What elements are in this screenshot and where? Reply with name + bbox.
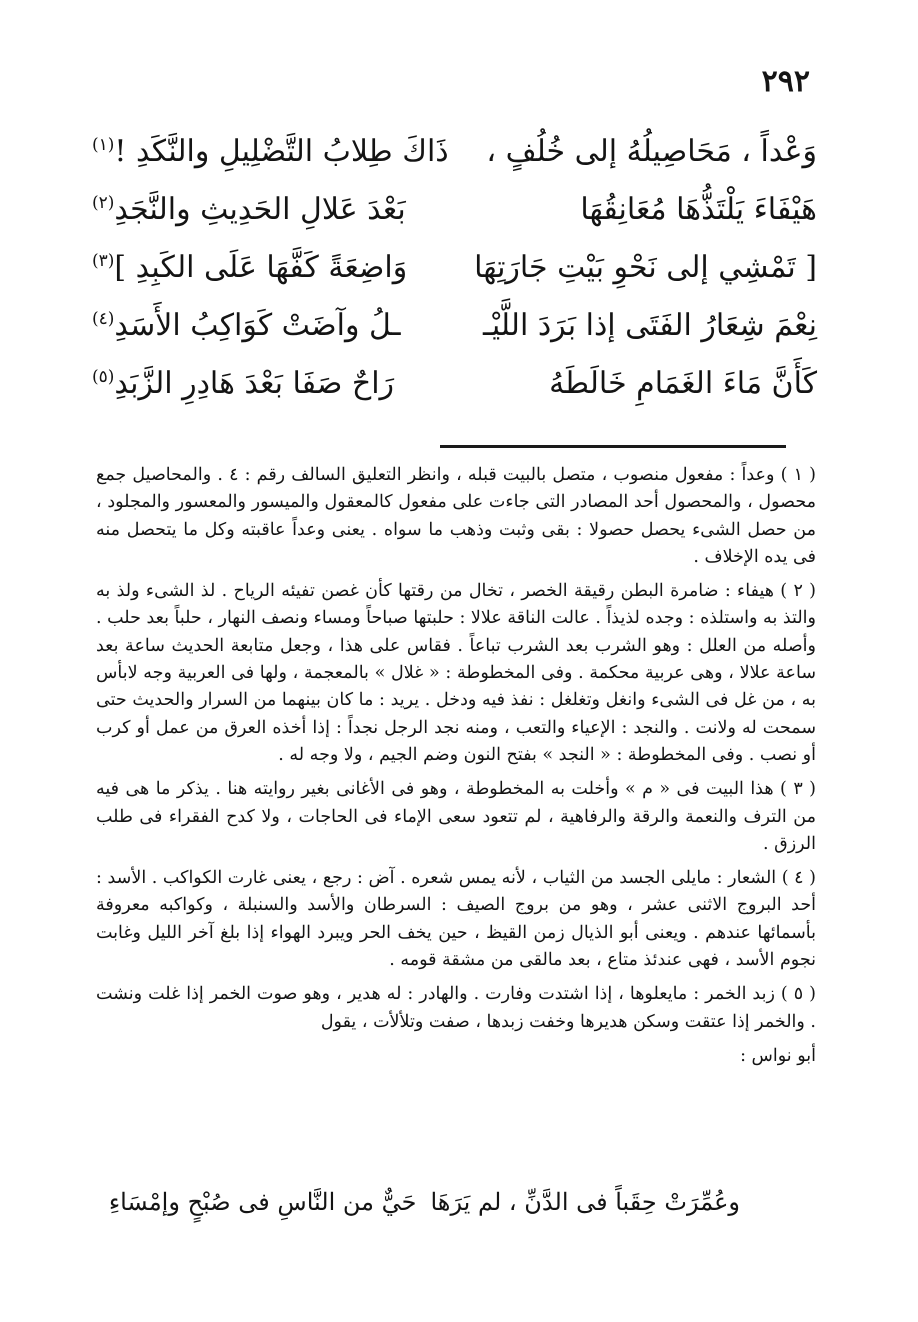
footnote-1: ( ١ ) وعداً : مفعول منصوب ، متصل بالبيت قبله ، وانظر التعليق السالف رقم : ٤ . والمحاصيل جمع محصول ، والمحصول أحد المصادر التى جاءت على مفعول كالمعقول والميسور والمعسور والمجلود ، من حصل الشىء يحصل حصولا : بقى وثبت وذهب ما سواه . يعنى وعداً عاقبته وكل ما يتحصل منه فى يده الإخلاف .	[96, 465, 816, 567]
verse-first-hemistich: وَعْداً ، مَحَاصِيلُهُ إلى خُلُفٍ ،	[486, 133, 817, 169]
footnote-ref: (٥)	[92, 366, 115, 387]
footnote-4: ( ٤ ) الشعار : مايلى الجسد من الثياب ، لأنه يمس شعره . آض : رجع ، يعنى غارت الكواكب . الأسد : أحد البروج الاثنى عشر ، وهو من بروج الصيف : السرطان والأسد والسنبلة ، وكواكبه معروفة بأسمائها عندهم . ويعنى أبو الذيال زمن القيظ ، حين يخف الحر ويبرد الهواء إذا بلغ آخر الليل وغابت نجوم الأسد ، فهى عندئذ متاع ، بعد مالقى من مشقة قومه .	[96, 868, 816, 971]
verse-second-text: ذَاكَ طِلابُ التَّضْلِيلِ والنَّكَدِ !	[114, 133, 449, 169]
verse-first-hemistich: [ تَمْشِي إلى نَحْوِ بَيْتِ جَارَتِهَا	[474, 249, 817, 285]
verse-line	[92, 296, 817, 354]
verse-first-hemistich: هَيْفَاءَ يَلْتَذُّهَا مُعَانِقُهَا	[580, 191, 817, 227]
verse-second-text: بَعْدَ عَلالِ الحَدِيثِ والنَّجَدِ	[114, 191, 406, 227]
verse-second-hemistich	[92, 308, 448, 343]
verse-second-text: ـلُ وآضَتْ كَوَاكِبُ الأَسَدِ	[114, 307, 401, 343]
verse-second-text: وَاضِعَةً كَفَّهَا عَلَى الكَبِدِ ]	[114, 249, 408, 285]
footnote-divider	[440, 445, 786, 448]
footnote-ref: (٣)	[92, 250, 115, 271]
footnote-ref: (١)	[92, 134, 115, 155]
footnotes	[96, 462, 816, 1069]
footnote-2: ( ٢ ) هيفاء : ضامرة البطن رقيقة الخصر ، تخال من رقتها كأن غصن تفيئه الرياح . لذ الشىء ولذ به والتذ به واستلذه : وجده لذيذاً . عالت الناقة علالا : حلبتها صباحاً ومساء ونصف النهار ، حلباً بعد حلب . وأصله من العلل : وهو الشرب بعد الشرب تباعاً . فقاس على هذا ، وجعل متابعة الحديث ساعة بعد ساعة علالا ، وهى عربية محكمة . وفى المخطوطة : « غلال » بالمعجمة ، ولها فى العربية وجه لابأس به ، من غل فى الشىء وانغل وتغلغل : نفذ فيه ودخل . يريد : ما كان بينهما من السرار والحديث حتى سمحت له ولانت . والنجد : الإعياء والتعب ، ومنه نجد الرجل نجداً : إذا أخذه العرق من عمل أو كرب أو نصب . وفى المخطوطة : « النجد » بفتح النون وضم الجيم ، ولا وجه له .	[95, 581, 816, 765]
footnote-ref: (٤)	[92, 308, 115, 329]
footnote-5: ( ٥ ) زبد الخمر : مايعلوها ، إذا اشتدت وفارت . والهادر : له هدير ، وهو صوت الخمر إذا غلت ونشت . والخمر إذا عتقت وسكن هديرها وخفت زبدها ، صفت وتلألأت ، يقول	[96, 984, 816, 1032]
verse-line	[92, 180, 817, 238]
verse-first-hemistich: كَأَنَّ مَاءَ الغَمَامِ خَالَطَهُ	[549, 365, 817, 401]
verse-second-hemistich	[92, 134, 449, 169]
verse-second-hemistich	[92, 366, 448, 401]
poem-verses	[92, 122, 817, 412]
footnote-3: ( ٣ ) هذا البيت فى « م » وأخلت به المخطوطة ، وهو فى الأغانى بغير روايته هنا . يذكر ما هى فيه من الترف والنعمة والرقة والرفاهية ، لم تتعود سعى الإماء فى الحاجات ، ولا كدح الفقراء فى طلب الرزق .	[96, 779, 817, 854]
verse-line	[92, 122, 817, 180]
verse-second-hemistich	[92, 250, 448, 285]
quote-attribution: أبو نواس :	[740, 1045, 816, 1066]
quoted-verse	[108, 1188, 740, 1216]
verse-second-text: رَاحٌ صَفَا بَعْدَ هَادِرِ الزَّبَدِ	[114, 365, 395, 401]
footnote-ref: (٢)	[92, 192, 115, 213]
verse-first-hemistich: نِعْمَ شِعَارُ الفَتَى إذا بَرَدَ اللَّيْـ	[483, 307, 817, 343]
verse-line	[92, 354, 817, 412]
verse-line	[92, 238, 817, 296]
quote-first-hemistich: وعُمِّرَتْ حِقَباً فى الدَّنِّ ، لم يَرَهَا	[430, 1188, 740, 1216]
page-number: ٢٩٢	[761, 64, 810, 99]
verse-second-hemistich	[92, 192, 448, 227]
quote-second-hemistich: حَيٌّ من النَّاسِ فى صُبْحٍ وإمْسَاءِ	[108, 1188, 417, 1216]
